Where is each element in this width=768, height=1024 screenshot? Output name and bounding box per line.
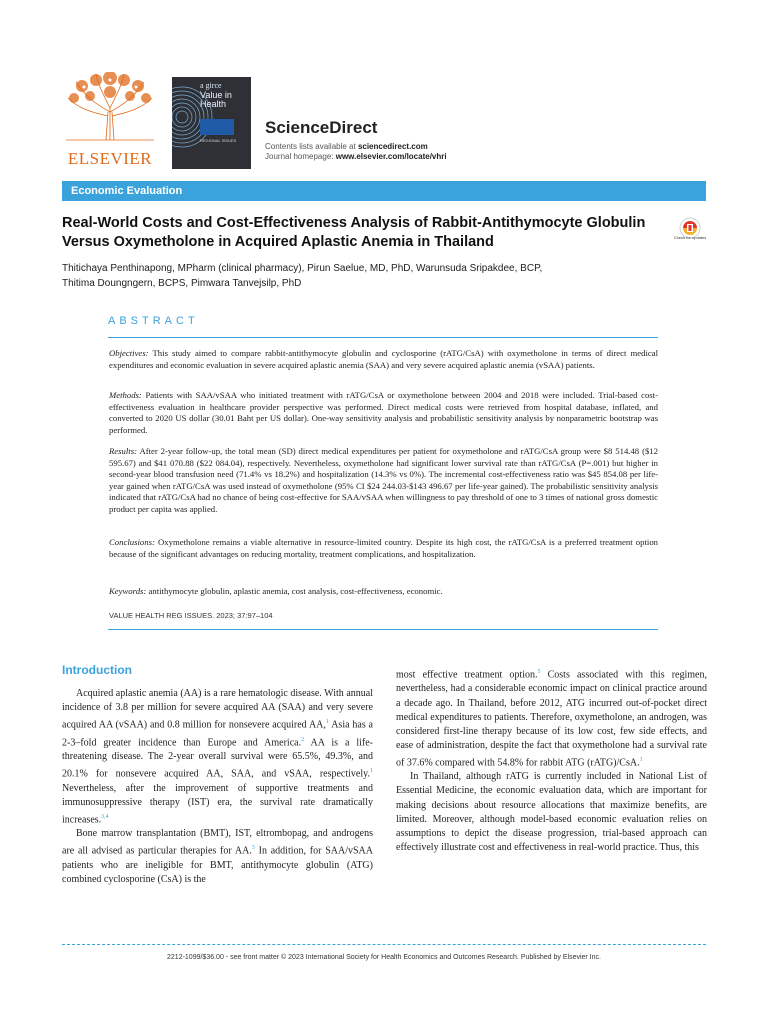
citation: VALUE HEALTH REG ISSUES. 2023; 37:97–104 bbox=[109, 611, 273, 620]
reference-link[interactable]: 2 bbox=[301, 736, 305, 743]
abstract-methods bbox=[109, 390, 658, 436]
abstract-objectives bbox=[109, 348, 658, 371]
text-span: Acquired aplastic anemia (AA) is a rare hematologic disease. With annual incidence of 3.8 per million for severe acquired AA (SAA) and very severe acquired AA (vSAA) and 0.8 million for nonsevere acquired AA, bbox=[62, 688, 373, 731]
objectives-text: This study aimed to compare rabbit-antithymocyte globulin and cyclosporine (rATG/CsA) with oxymetholone in terms of direct medical expenditures and economic evaluation in severe acquired aplastic anemia (SAA) and very severe acquired aplastic anemia (vSAA) patients. bbox=[109, 348, 658, 370]
reference-link[interactable]: 5 bbox=[537, 669, 541, 675]
publisher-logo[interactable] bbox=[62, 72, 162, 172]
intro-paragraph-3 bbox=[396, 665, 707, 770]
abstract-top-rule bbox=[108, 337, 658, 338]
text-span: Nevertheless, after the improvement of supportive treatments and immunosuppressive therapy (IST) era, the survival rate dramatically increases. bbox=[62, 782, 373, 826]
abstract-results bbox=[109, 446, 658, 515]
abstract-conclusions bbox=[109, 537, 658, 560]
left-column bbox=[62, 687, 373, 887]
text-span: In addition, for SAA/vSAA patients who are ineligible for BMT, antithymocyte globulin (ATG) combined cyclosporine (CsA) is the bbox=[62, 845, 373, 885]
sciencedirect-brand[interactable]: ScienceDirect bbox=[265, 118, 378, 137]
objectives-label: Objectives: bbox=[109, 348, 149, 358]
elsevier-tree-icon bbox=[62, 72, 158, 142]
journal-cover[interactable] bbox=[172, 77, 251, 169]
authors bbox=[62, 261, 662, 291]
intro-paragraph-2 bbox=[62, 827, 373, 887]
abstract-heading: ABSTRACT bbox=[108, 315, 199, 327]
text-span: Asia has a 2-3–fold greater incidence than Europe and America. bbox=[62, 719, 373, 748]
intro-paragraph-1 bbox=[62, 687, 373, 827]
authors-line-1: Thitichaya Penthinapong, MPharm (clinical pharmacy), Pirun Saelue, MD, PhD, Warunsuda Sripakdee, BCP, bbox=[62, 263, 543, 274]
keywords-label: Keywords: bbox=[109, 586, 147, 596]
cover-title: Value in Health bbox=[200, 90, 232, 109]
authors-line-2: Thitima Doungngern, BCPS, Pimwara Tanvejsilp, PhD bbox=[62, 278, 302, 289]
cover-subtitle: REGIONAL ISSUES bbox=[200, 138, 237, 143]
journal-homepage-link[interactable]: www.elsevier.com/locate/vhri bbox=[335, 152, 447, 161]
conclusions-label: Conclusions: bbox=[109, 537, 155, 547]
check-for-updates-icon[interactable] bbox=[676, 217, 704, 247]
results-text: After 2-year follow-up, the total mean (SD) direct medical expenditures per patient for oxymetholone and rATG/CsA group were $8 514.48 ($12 595.67) and $41 070.88 ($22 084.04), respectively. Nevertheless, oxymetholone had significant lower survival rate than rATG/CsA (P=.001) but higher in second-year blood transfusion need (71.4% vs 18.2%) and hospitalization (14.3% vs 0%). The incremental cost-effectiveness ratio was $45 854.08 per life-year gained when rATG/CsA was used instead of oxymetholone (95% CI $24 244.03-$143 496.67 per life-year gained). The probabilistic sensitivity analysis indicated that rATG/CsA had no chance of being cost-effective for SAA/vSAA when willingness to pay threshold of one to 3 times of national gross domestic product per capita was applied. bbox=[109, 446, 658, 514]
intro-paragraph-4: In Thailand, although rATG is currently included in National List of Essential Medicine, the economic evaluation data, which are important for making decisions about resource allocations that maximize benefits, are limited. Moreover, although model-based economic evaluation relies on assumptions to depict the disease progression, trial-based approach can effectively illustrate cost and effectiveness in real-world practice. Thus, this bbox=[396, 771, 707, 853]
cover-label: a girce bbox=[200, 81, 222, 90]
reference-link[interactable]: 3,4 bbox=[101, 813, 109, 820]
sciencedirect-link[interactable]: sciencedirect.com bbox=[357, 142, 428, 151]
conclusions-text: Oxymetholone remains a viable alternative in resource-limited country. Despite its high cost, the rATG/CsA is a preferred treatment option because of the significant advantages on reducing mortality, treatment complications, and hospitalization. bbox=[109, 537, 659, 559]
reference-link[interactable]: 1 bbox=[370, 768, 373, 775]
text-span: AA is a life-threatening disease. The 2-year overall survival were 65.5%, 49.3%, and 20.1% for nonsevere acquired AA, SAA, and vSAA, respectively. bbox=[62, 736, 373, 780]
contents-prefix: Contents lists available at bbox=[265, 142, 358, 151]
copyright-footer: 2212-1099/$36.00 - see front matter © 2023 International Society for Health Economics and Outcomes Research. Published by Elsevier Inc. bbox=[167, 954, 601, 961]
reference-link[interactable]: 1 bbox=[639, 756, 643, 763]
text-span: Costs associated with this regimen, nevertheless, had a considerable economic impact on clinical practice around a decade ago. In Thailand, before 2012, ATG incurred out-of-pocket direct medical expenditures to patients. Therefore, oxymetholone, an androgen, was considered first-line therapy because of its low cost, few side effects, and ease of administration, despite the fact that oxymetholone had a survival rate of 37.6% compared with 54.8% for rabbit ATG (rATG)/CsA. bbox=[396, 669, 707, 769]
publisher-name: ELSEVIER bbox=[67, 149, 153, 168]
right-column bbox=[396, 665, 707, 855]
methods-label: Methods: bbox=[109, 390, 142, 400]
footer-rule bbox=[62, 944, 706, 945]
category-bar: Economic Evaluation bbox=[62, 181, 706, 201]
reference-link[interactable]: 5 bbox=[251, 845, 255, 852]
article-title: Real-World Costs and Cost-Effectiveness Analysis of Rabbit-Antithymocyte Globulin Versus Oxymetholone in Acquired Aplastic Anemia in Thailand bbox=[62, 215, 646, 250]
introduction-heading: Introduction bbox=[62, 663, 132, 677]
cover-box bbox=[200, 119, 234, 135]
check-for-updates-label[interactable]: Check for updates bbox=[673, 235, 707, 240]
reference-link[interactable]: 1 bbox=[325, 719, 329, 726]
abstract-bottom-rule bbox=[108, 629, 658, 630]
text-span: most effective treatment option. bbox=[396, 669, 538, 681]
journal-links bbox=[265, 142, 447, 162]
abstract-keywords bbox=[109, 586, 658, 598]
methods-text: Patients with SAA/vSAA who initiated treatment with rATG/CsA or oxymetholone between 2004 and 2018 were included. Trial-based cost-effectiveness evaluation in healthcare provider perspective was performed. Direct medical costs were retrieved from hospital database, inflated, and converted to 2020 US dollar (30.01 Baht per US dollar). One-way sensitivity analysis and probabilistic sensitivity analysis by nonparametric bootstrap was performed. bbox=[109, 390, 658, 435]
homepage-prefix: Journal homepage: bbox=[265, 152, 336, 161]
text-span: Bone marrow transplantation (BMT), IST, eltrombopag, and androgens are all advised as particular therapies for AA. bbox=[62, 828, 373, 857]
sciencedirect-block bbox=[265, 118, 447, 162]
results-label: Results: bbox=[109, 446, 137, 456]
keywords-text: antithymocyte globulin, aplastic anemia, cost analysis, cost-effectiveness, economic. bbox=[148, 586, 443, 596]
